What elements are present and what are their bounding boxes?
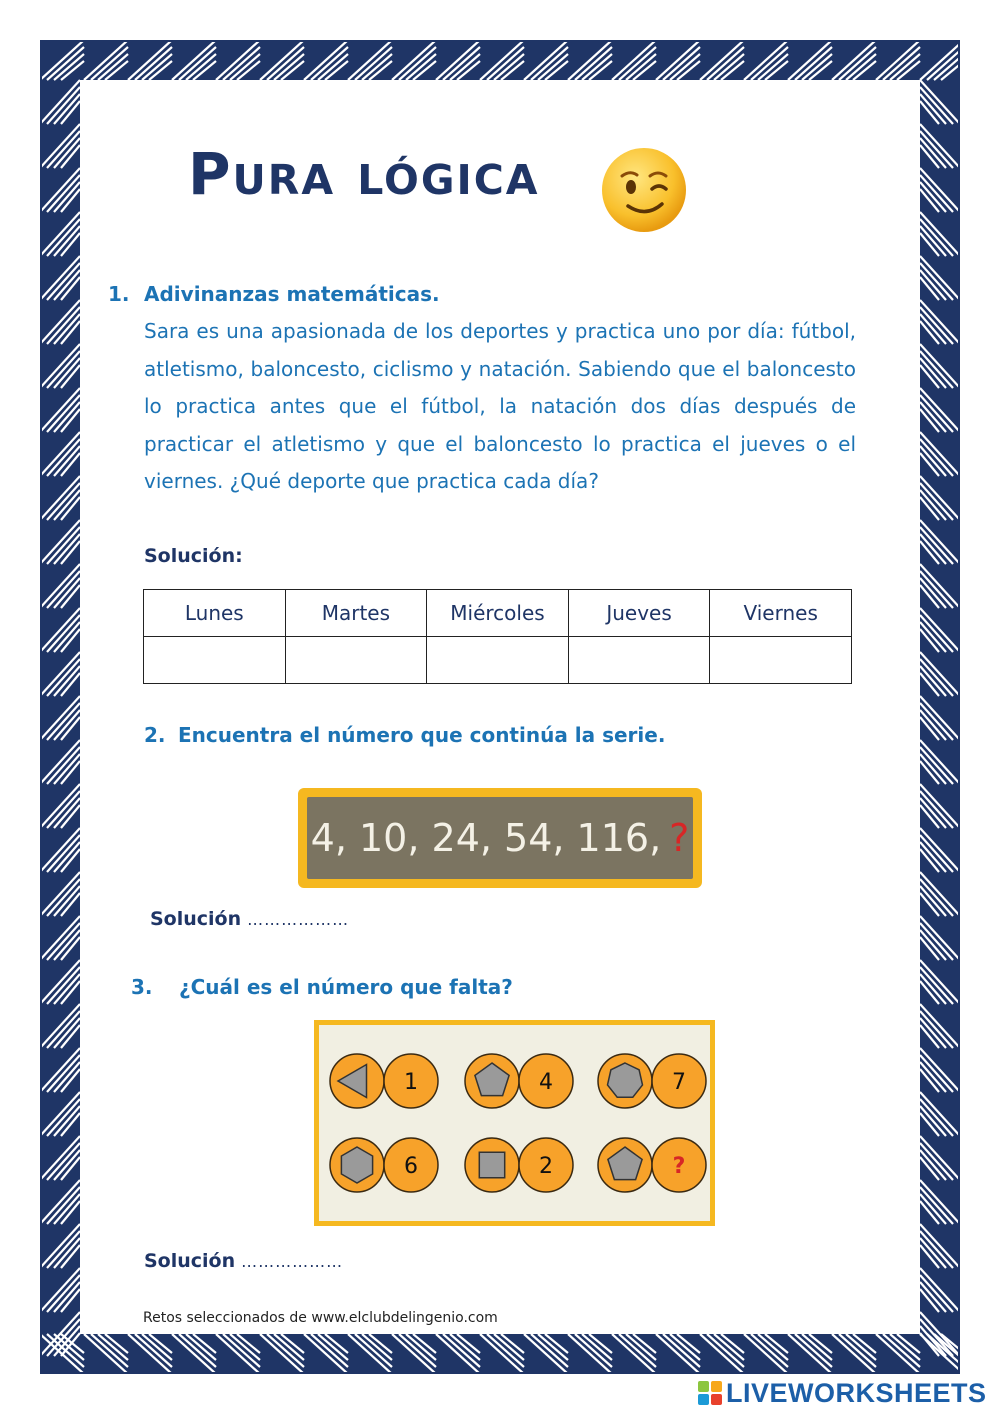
winking-face-emoji-icon (600, 146, 688, 234)
q3-heading (131, 975, 513, 999)
series-board (298, 788, 702, 888)
shape-number: 2 (539, 1154, 553, 1179)
q1-heading (108, 282, 440, 306)
day-cell: Jueves (568, 590, 710, 637)
series-question-mark: ? (669, 816, 690, 860)
q2-answer-blank[interactable]: ……………… (247, 910, 350, 929)
day-cell: Miércoles (427, 590, 569, 637)
q1-text: Sara es una apasionada de los deportes y practica uno por día: fútbol, atletismo, baloncesto, ciclismo y natación. Sabiendo que el baloncesto lo practica antes que el fútbol, la natación dos días después de practicar el atletismo y que el baloncesto lo practica el jueves o el viernes. ¿Qué deporte que practica cada día? (144, 319, 856, 493)
shapes-puzzle (314, 1020, 715, 1226)
day-cell: Viernes (710, 590, 852, 637)
q2-title: Encuentra el número que continúa la serie. (178, 723, 666, 747)
q3-number: 3. (131, 975, 153, 999)
shape-number: 6 (404, 1154, 418, 1179)
square-shape (479, 1152, 504, 1177)
q2-solution (150, 908, 349, 930)
q3-solution-label: Solución (144, 1250, 236, 1272)
missing-number: ? (672, 1154, 686, 1179)
q2-number: 2. (144, 723, 166, 747)
shape-number: 4 (539, 1070, 553, 1095)
day-cell: Lunes (144, 590, 286, 637)
brand-footer[interactable] (698, 1376, 987, 1410)
q1-title: Adivinanzas matemáticas. (144, 282, 440, 306)
brand-name: LIVEWORKSHEETS (726, 1377, 987, 1408)
answers-row (144, 637, 852, 684)
footer-credit: Retos seleccionados de www.elclubdelingenio.com (143, 1310, 498, 1326)
q3-solution (144, 1250, 343, 1272)
day-cell: Martes (285, 590, 427, 637)
q3-answer-blank[interactable]: ……………… (241, 1252, 344, 1271)
q1-solution-label: Solución: (144, 545, 243, 567)
heptagon-shape (608, 1063, 643, 1097)
q2-solution-label: Solución (150, 908, 242, 930)
days-table (143, 589, 852, 684)
q3-title: ¿Cuál es el número que falta? (179, 975, 513, 999)
series-board-inner (307, 797, 693, 879)
answer-cell-martes[interactable] (285, 637, 427, 684)
answer-cell-jueves[interactable] (568, 637, 710, 684)
answer-cell-viernes[interactable] (710, 637, 852, 684)
answer-cell-lunes[interactable] (144, 637, 286, 684)
answer-cell-miercoles[interactable] (427, 637, 569, 684)
q2-heading (144, 723, 665, 747)
number-series: 4, 10, 24, 54, 116, (310, 816, 662, 860)
shapes-puzzle-graphic (319, 1025, 710, 1221)
days-header-row (144, 590, 852, 637)
page-title: Pura lógica (188, 140, 540, 208)
liveworksheets-logo-icon (698, 1381, 722, 1405)
shape-number: 7 (672, 1070, 686, 1095)
q1-number: 1. (108, 282, 130, 306)
shape-number: 1 (404, 1070, 418, 1095)
